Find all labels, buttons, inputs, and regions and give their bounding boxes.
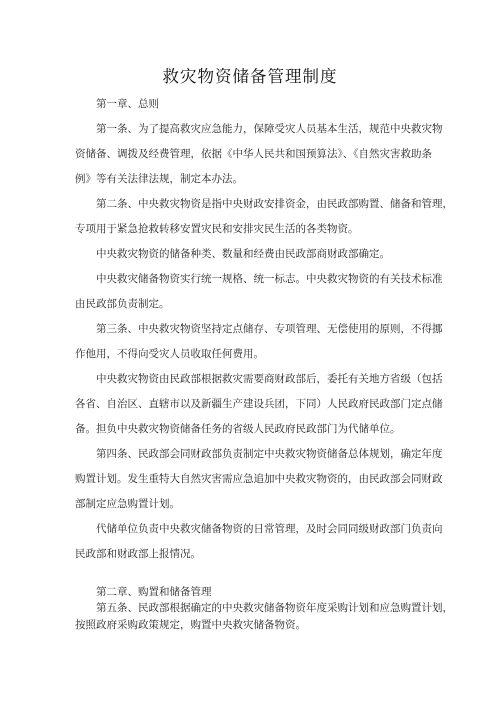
text-line: 民政部和财政部上报情况。 bbox=[75, 548, 201, 560]
text-line: 购置计划。发生重特大自然灾害需应急追加中央救灾物资的，由民政部会同财政 bbox=[75, 473, 443, 485]
text-line: 代储单位负责中央救灾储备物资的日常管理，及时会同同级财政部门负责向 bbox=[96, 523, 443, 535]
text-line: 资储备、调拨及经费管理，依据《中华人民共和国预算法》、《自然灾害救助条 bbox=[75, 148, 432, 160]
paragraph-article-1 bbox=[75, 117, 443, 192]
text-line: 专项用于紧急抢救转移安置灾民和安排灾民生活的各类物资。 bbox=[75, 223, 359, 235]
paragraph-article-5 bbox=[75, 600, 453, 633]
text-line: 按照政府采购政策规定，购置中央救灾储备物资。 bbox=[75, 618, 306, 631]
text-line: 中央救灾物资由民政部根据救灾需要商财政部后，委托有关地方省级（包括 bbox=[96, 373, 443, 385]
text-line: 第一章、总则 bbox=[96, 98, 159, 110]
text-line: 第四条、民政部会同财政部负责制定中央救灾物资储备总体规划，确定年度 bbox=[96, 448, 443, 460]
text-line: 作他用，不得向受灾人员收取任何费用。 bbox=[75, 348, 264, 360]
chapter-1-heading bbox=[75, 92, 437, 117]
paragraph-storage-delegation bbox=[75, 367, 443, 442]
text-line: 部制定应急购置计划。 bbox=[75, 498, 180, 510]
text-line: 第二条、中央救灾物资是指中央财政安排资金，由民政部购置、储备和管理， bbox=[96, 198, 453, 210]
text-line: 备。担负中央救灾物资储备任务的省级人民政府民政部门为代储单位。 bbox=[75, 423, 401, 435]
text-line: 第三条、中央救灾物资坚持定点储存、专项管理、无偿使用的原则，不得挪 bbox=[96, 323, 443, 335]
text-line: 第五条、民政部根据确定的中央救灾储备物资年度采购计划和应急购置计划， bbox=[96, 602, 453, 614]
paragraph-daily-management bbox=[75, 517, 443, 567]
paragraph-reserve-types bbox=[75, 242, 437, 267]
chapter-2-heading bbox=[75, 584, 437, 601]
text-line: 中央救灾物资的储备种类、数量和经费由民政部商财政部确定。 bbox=[96, 248, 390, 260]
paragraph-article-2 bbox=[75, 192, 453, 242]
paragraph-standards bbox=[75, 267, 443, 317]
paragraph-article-3 bbox=[75, 317, 443, 367]
text-line: 中央救灾储备物资实行统一规格、统一标志。中央救灾物资的有关技术标准 bbox=[96, 273, 443, 285]
text-line: 第一条、为了提高救灾应急能力，保障受灾人员基本生活，规范中央救灾物 bbox=[96, 123, 443, 135]
text-line: 第二章、购置和储备管理 bbox=[96, 586, 212, 598]
text-line: 各省、自治区、直辖市以及新疆生产建设兵团，下同）人民政府民政部门定点储 bbox=[75, 398, 443, 410]
document-title: 救灾物资储备管理制度 bbox=[162, 67, 338, 86]
paragraph-article-4 bbox=[75, 442, 443, 517]
text-line: 例》等有关法律法规，制定本办法。 bbox=[75, 173, 243, 185]
text-line: 由民政部负责制定。 bbox=[75, 298, 170, 310]
